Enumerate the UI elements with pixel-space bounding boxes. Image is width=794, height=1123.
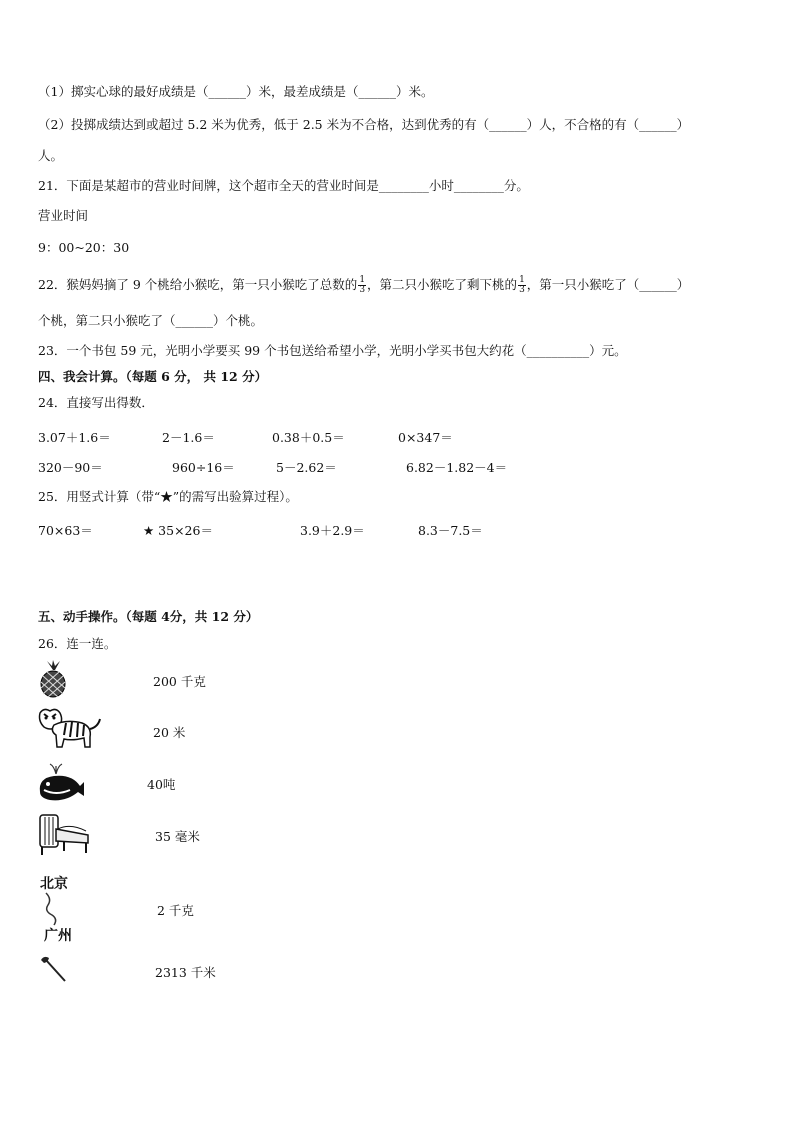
fraction-numerator-2: 1 <box>519 275 525 285</box>
fraction-numerator: 1 <box>359 275 366 285</box>
label-2kg: 2 千克 <box>157 903 194 918</box>
pineapple-icon <box>36 660 70 698</box>
q22-line1 <box>38 276 689 295</box>
map-route-icon <box>38 873 88 945</box>
sign-hours: 9：00~20：30 <box>38 240 130 255</box>
map-label-guangzhou: 广州 <box>44 928 72 944</box>
q22-line2: 个桃，第二只小猴吃了（______）个桃。 <box>38 313 264 328</box>
section-5-title: 五、动手操作。（每题 4分，共 12 分） <box>38 609 259 624</box>
q25-expr-2: ★ 35×26＝ <box>143 523 213 538</box>
q24-expr-5: 320－90＝ <box>38 460 103 475</box>
tiger-icon <box>36 705 102 751</box>
q25-expr-1: 70×63＝ <box>38 523 93 538</box>
q24-expr-8: 6.82－1.82－4＝ <box>406 460 508 475</box>
fraction-one-third-2 <box>518 276 526 295</box>
map-label-beijing: 北京 <box>40 876 68 892</box>
label-40t: 40吨 <box>147 777 176 792</box>
q22-text-c: ，第一只小猴吃了（______） <box>526 277 690 292</box>
fraction-one-third <box>358 276 366 295</box>
q23-text: 23．一个书包 59 元，光明小学要买 99 个书包送给希望小学，光明小学买书包大约花（__________）元。 <box>38 343 627 358</box>
label-2313km: 2313 千米 <box>155 965 216 980</box>
q22-text-a: 22．猴妈妈摘了 9 个桃给小猴吃，第一只小猴吃了总数的 <box>38 277 358 292</box>
bed-icon <box>36 813 92 857</box>
label-20m: 20 米 <box>153 725 186 740</box>
q24-expr-7: 5－2.62＝ <box>276 460 337 475</box>
label-35mm: 35 毫米 <box>155 829 200 844</box>
q24-expr-3: 0.38＋0.5＝ <box>272 430 345 445</box>
q25-expr-4: 8.3－7.5＝ <box>418 523 483 538</box>
q21-text: 21．下面是某超市的营业时间牌，这个超市全天的营业时间是________小时________分。 <box>38 178 529 193</box>
pushpin-icon <box>38 954 70 984</box>
whale-icon <box>36 762 86 804</box>
q24-title: 24．直接写出得数． <box>38 395 154 410</box>
q19-part2-cont: 人。 <box>38 148 64 163</box>
q19-part2: （2）投掷成绩达到或超过 5.2 米为优秀，低于 2.5 米为不合格，达到优秀的有（______）人，不合格的有（______） <box>38 117 690 132</box>
q24-expr-1: 3.07＋1.6＝ <box>38 430 111 445</box>
q22-text-b: ，第二只小猴吃了剩下桃的 <box>367 277 518 292</box>
q19-part1: （1）掷实心球的最好成绩是（______）米，最差成绩是（______）米。 <box>38 84 434 99</box>
sign-title: 营业时间 <box>38 208 89 223</box>
q24-expr-2: 2－1.6＝ <box>162 430 215 445</box>
section-4-title: 四、我会计算。（每题 6 分， 共 12 分） <box>38 369 268 384</box>
q25-title: 25．用竖式计算（带“★”的需写出验算过程）。 <box>38 489 298 504</box>
fraction-denominator: 3 <box>359 285 366 295</box>
route-line-icon <box>38 891 78 927</box>
fraction-denominator-2: 3 <box>519 285 525 295</box>
label-200kg: 200 千克 <box>153 674 206 689</box>
q24-expr-6: 960÷16＝ <box>172 460 235 475</box>
q26-title: 26．连一连。 <box>38 636 117 651</box>
q24-expr-4: 0×347＝ <box>398 430 453 445</box>
q25-expr-3: 3.9＋2.9＝ <box>300 523 365 538</box>
